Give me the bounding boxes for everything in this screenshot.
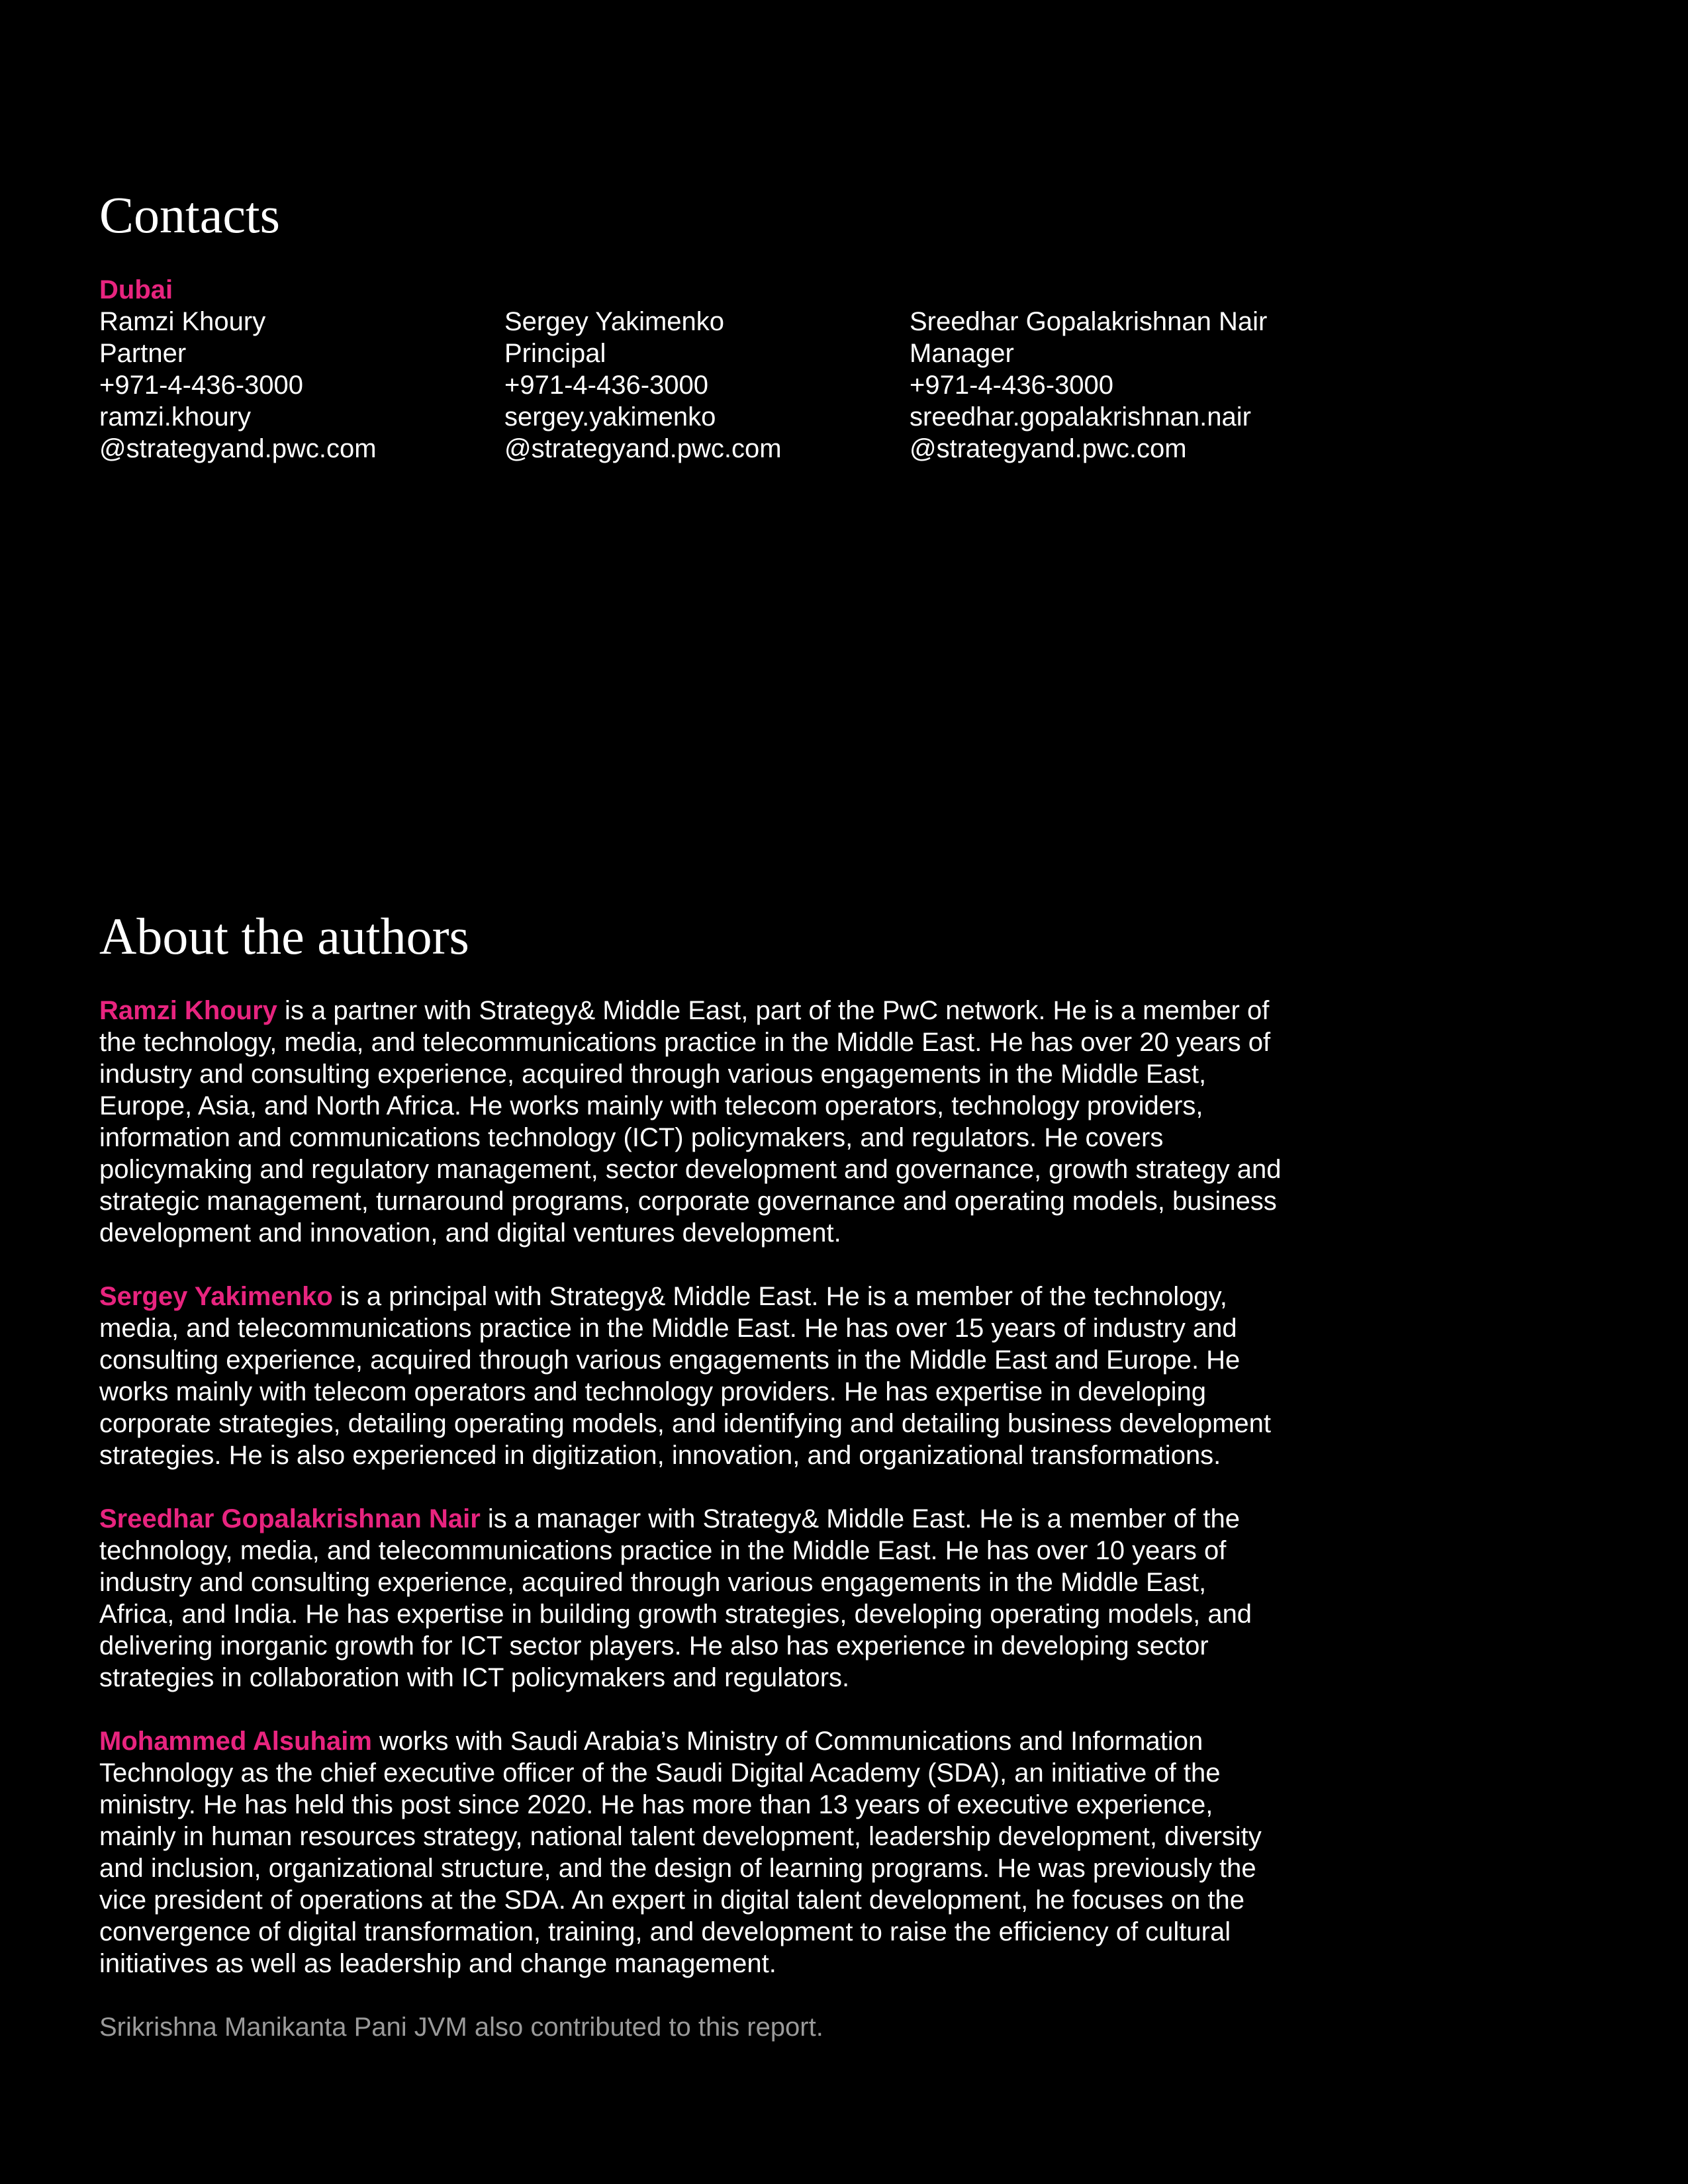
contact-email-domain[interactable]: @strategyand.pwc.com <box>504 434 782 463</box>
author-bio-text: is a principal with Strategy& Middle East. He is a member of the technology, media, and telecommunications practice in the Middle East. He has over 15 years of industry and consulting experience, acquired through various engagements in the Middle East and Europe. He works mainly with telecom operators and technology providers. He has expertise in developing corporate strategies, detailing operating models, and identifying and detailing business development strategies. He is also experienced in digitization, innovation, and organizational transformations. <box>99 1282 1272 1470</box>
contact-name: Sergey Yakimenko <box>504 307 725 336</box>
contact-email-domain[interactable]: @strategyand.pwc.com <box>910 434 1187 463</box>
author-name: Mohammed Alsuhaim <box>99 1727 372 1756</box>
contact-title: Manager <box>910 339 1014 368</box>
author-bio <box>99 1503 1284 1694</box>
author-bio-text: works with Saudi Arabia’s Ministry of Communications and Information Technology as the chief executive officer of the Saudi Digital Academy (SDA), an initiative of the ministry. He has held this post since 2020. He has more than 13 years of executive experience, mainly in human resources strategy, national talent development, leadership development, diversity and inclusion, organizational structure, and the design of learning programs. He was previously the vice president of operations at the SDA. An expert in digital talent development, he focuses on the convergence of digital transformation, training, and development to raise the efficiency of cultural initiatives as well as leadership and change management. <box>99 1727 1262 1978</box>
contacts-heading: Contacts <box>99 186 280 244</box>
author-name: Ramzi Khoury <box>99 996 277 1025</box>
about-authors-heading: About the authors <box>99 907 469 965</box>
contact-phone[interactable]: +971-4-436-3000 <box>504 371 709 400</box>
author-bio <box>99 1725 1284 1979</box>
contact-card <box>99 306 377 465</box>
contact-name: Ramzi Khoury <box>99 307 266 336</box>
contact-card <box>910 306 1267 465</box>
author-name: Sergey Yakimenko <box>99 1282 333 1311</box>
author-bio-text: is a manager with Strategy& Middle East. He is a member of the technology, media, and telecommunications practice in the Middle East. He has over 10 years of industry and consulting experience, acquired through various engagements in the Middle East, Africa, and India. He has expertise in building growth strategies, developing operating models, and delivering inorganic growth for ICT sector players. He also has experience in developing sector strategies in collaboration with ICT policymakers and regulators. <box>99 1504 1252 1692</box>
contributor-note: Srikrishna Manikanta Pani JVM also contributed to this report. <box>99 2013 823 2042</box>
contact-email-user[interactable]: ramzi.khoury <box>99 402 251 432</box>
author-bio <box>99 995 1284 1249</box>
contact-email-domain[interactable]: @strategyand.pwc.com <box>99 434 377 463</box>
contact-name: Sreedhar Gopalakrishnan Nair <box>910 307 1268 336</box>
contact-email-user[interactable]: sreedhar.gopalakrishnan.nair <box>910 402 1251 432</box>
author-bio <box>99 1281 1284 1471</box>
author-bios <box>99 995 1284 2043</box>
contact-city: Dubai <box>99 275 173 304</box>
contact-title: Principal <box>504 339 606 368</box>
author-name: Sreedhar Gopalakrishnan Nair <box>99 1504 481 1533</box>
contact-title: Partner <box>99 339 187 368</box>
contact-phone[interactable]: +971-4-436-3000 <box>99 371 304 400</box>
contact-email-user[interactable]: sergey.yakimenko <box>504 402 716 432</box>
contact-phone[interactable]: +971-4-436-3000 <box>910 371 1114 400</box>
author-bio-text: is a partner with Strategy& Middle East, part of the PwC network. He is a member of the technology, media, and telecommunications practice in the Middle East. He has over 20 years of industry and consulting experience, acquired through various engagements in the Middle East, Europe, Asia, and North Africa. He works mainly with telecom operators, technology providers, information and communications technology (ICT) policymakers, and regulators. He covers policymaking and regulatory management, sector development and governance, growth strategy and strategic management, turnaround programs, corporate governance and operating models, business development and innovation, and digital ventures development. <box>99 996 1282 1248</box>
contact-card <box>504 306 782 465</box>
